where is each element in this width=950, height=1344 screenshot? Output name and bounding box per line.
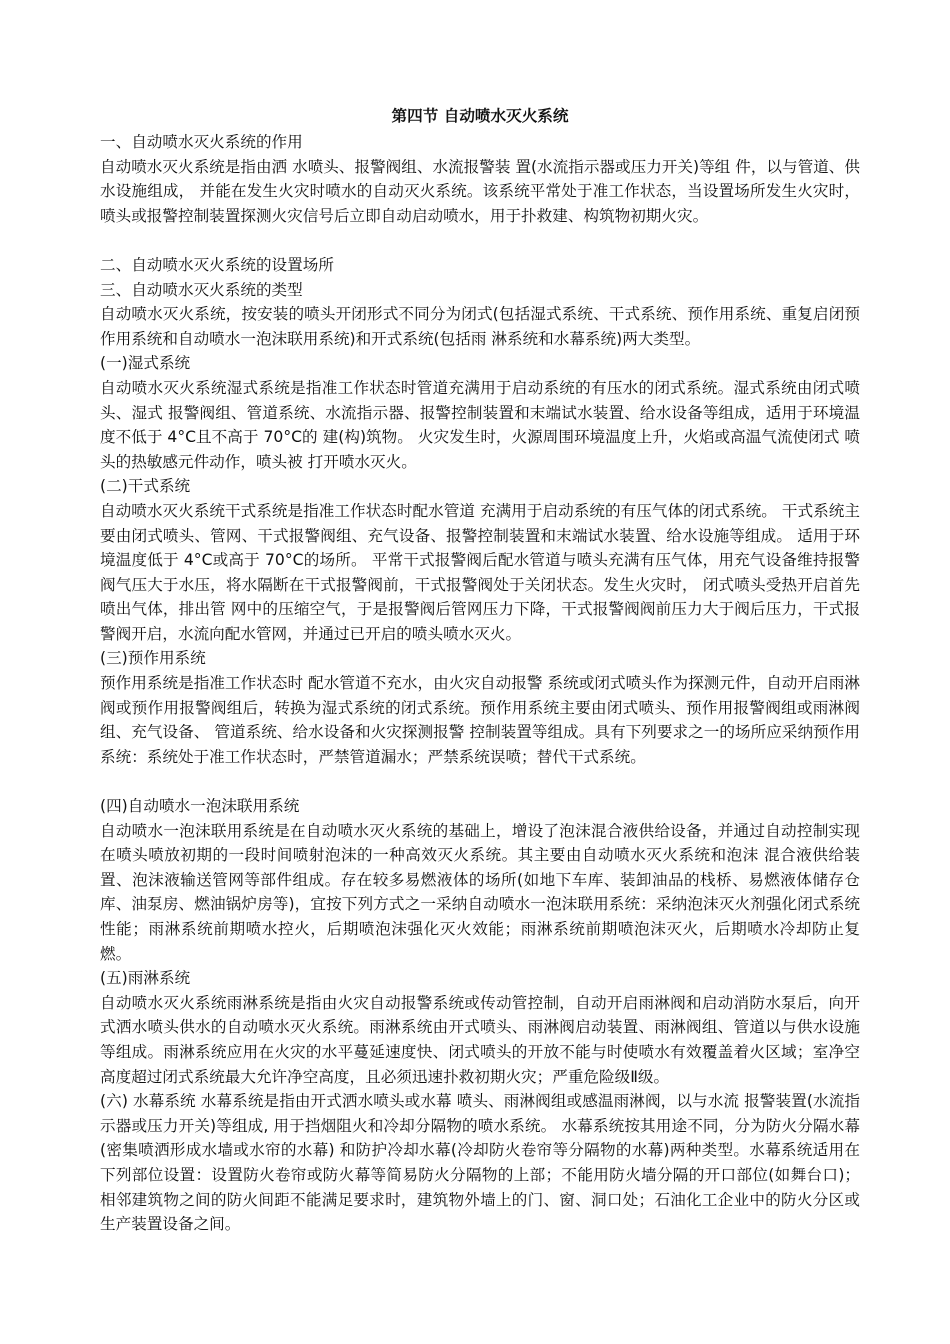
blank-line: [100, 228, 860, 253]
paragraph-dry-system: 自动喷水灭火系统干式系统是指准工作状态时配水管道 充满用于启动系统的有压气体的闭式系统。 干式系统主要由闭式喷头、管网、干式报警阀组、充气设备、报警控制装置和末端试水装置、给水设施等组成。 适用于环境温度低于 4°C或高于 70°C的场所。 平常干式报警阀后配水管道与喷头充满有压气体，用充气设备维持报警阀气压大于水压，将水隔断在干式报警阀前，干式报警阀处于关闭状态。发生火灾时， 闭式喷头受热开启首先喷出气体，排出管 网中的压缩空气，于是报警阀后管网压力下降，干式报警阀阀前压力大于阀后压力，干式报警阀开启，水流向配水管网，并通过已开启的喷头喷水灭火。: [100, 501, 860, 643]
heading-preaction-system: (三)预作用系统: [100, 649, 206, 668]
blank-line: [100, 769, 860, 794]
heading-deluge-system: (五)雨淋系统: [100, 969, 191, 988]
paragraph-preaction-system: 预作用系统是指准工作状态时 配水管道不充水，由火灾自动报警 系统或闭式喷头作为探测元件，自动开启雨淋阀或预作用报警阀组后，转换为湿式系统的闭式系统。预作用系统主要由闭式喷头、预作用报警阀组或雨淋阀组、充气设备、 管道系统、给水设备和火灾探测报警 控制装置等组成。具有下列要求之一的场所应采纳预作用系统：系统处于准工作状态时，严禁管道漏水；严禁系统误喷；替代干式系统。: [100, 674, 860, 766]
heading-purpose: 一、自动喷水灭火系统的作用: [100, 133, 303, 151]
document-page: [100, 104, 860, 1237]
heading-locations: 二、自动喷水灭火系统的设置场所: [100, 255, 334, 274]
paragraph-types: 自动喷水灭火系统，按安装的喷头开闭形式不同分为闭式(包括湿式系统、干式系统、预作用系统、重复启闭预作用系统和自动喷水一泡沫联用系统)和开式系统(包括雨 淋系统和水幕系统)两大类型。: [100, 305, 860, 348]
heading-wet-system: (一)湿式系统: [100, 354, 191, 373]
paragraph-wet-system: 自动喷水灭火系统湿式系统是指准工作状态时管道充满用于启动系统的有压水的闭式系统。湿式系统由闭式喷头、湿式 报警阀组、管道系统、水流指示器、报警控制装置和末端试水装置、给水设备等组成，适用于环境温度不低于 4°C且不高于 70°C的 建(构)筑物。 火灾发生时，火源周围环境温度上升，火焰或高温气流使闭式 喷头的热敏感元件动作，喷头被 打开喷水灭火。: [100, 378, 860, 471]
section-title: 第四节 自动喷水灭火系统: [391, 107, 569, 125]
paragraph-purpose: 自动喷水灭火系统是指由洒 水喷头、报警阀组、水流报警装 置(水流指示器或压力开关)等组 件，以与管道、供水设施组成， 并能在发生火灾时喷水的自动灭火系统。该系统平常处于准工作状态，当设置场所发生火灾时，喷头或报警控制装置探测火灾信号后立即自动启动喷水，用于扑救建、构筑物初期火灾。: [100, 157, 860, 225]
paragraph-water-curtain-system: (六) 水幕系统 水幕系统是指由开式洒水喷头或水幕 喷头、雨淋阀组或感温雨淋阀，以与水流 报警装置(水流指示器或压力开关)等组成, 用于挡烟阻火和冷却分隔物的喷水系统。 水幕系统按其用途不同，分为防火分隔水幕(密集喷洒形成水墙或水帘的水幕) 和防护冷却水幕(冷却防火卷帘等分隔物的水幕)两种类型。水幕系统适用在下列部位设置：设置防火卷帘或防火幕等简易防火分隔物的上部；不能用防火墙分隔的开口部位(如舞台口)；相邻建筑物之间的防火间距不能满足要求时，建筑物外墙上的门、窗、洞口处；石油化工企业中的防火分区或生产装置设备之间。: [100, 1092, 860, 1234]
heading-dry-system: (二)干式系统: [100, 477, 191, 496]
paragraph-foam-system: 自动喷水一泡沫联用系统是在自动喷水灭火系统的基础上，增设了泡沫混合液供给设备，并通过自动控制实现在喷头喷放初期的一段时间喷射泡沫的一种高效灭火系统。其主要由自动喷水灭火系统和泡沫 混合液供给装置、泡沫液输送管网等部件组成。存在较多易燃液体的场所(如地下车库、装卸油品的栈桥、易燃液体储存仓库、油泵房、燃油锅炉房等)，宜按下列方式之一采纳自动喷水一泡沫联用系统：采纳泡沫灭火剂强化闭式系统性能；雨淋系统前期喷水控火，后期喷泡沫强化灭火效能；雨淋系统前期喷泡沫灭火，后期喷水冷却防止复燃。: [100, 821, 860, 963]
heading-foam-system: (四)自动喷水一泡沫联用系统: [100, 797, 300, 816]
paragraph-deluge-system: 自动喷水灭火系统雨淋系统是指由火灾自动报警系统或传动管控制，自动开启雨淋阀和启动消防水泵后，向开式洒水喷头供水的自动喷水灭火系统。雨淋系统由开式喷头、雨淋阀启动装置、雨淋阀组、管道以与供水设施等组成。雨淋系统应用在火灾的水平蔓延速度快、闭式喷头的开放不能与时使喷水有效覆盖着火区域；室净空高度超过闭式系统最大允许净空高度，且必须迅速扑救初期火灾；严重危险级Ⅱ级。: [100, 993, 860, 1086]
heading-types: 三、自动喷水灭火系统的类型: [100, 280, 303, 299]
